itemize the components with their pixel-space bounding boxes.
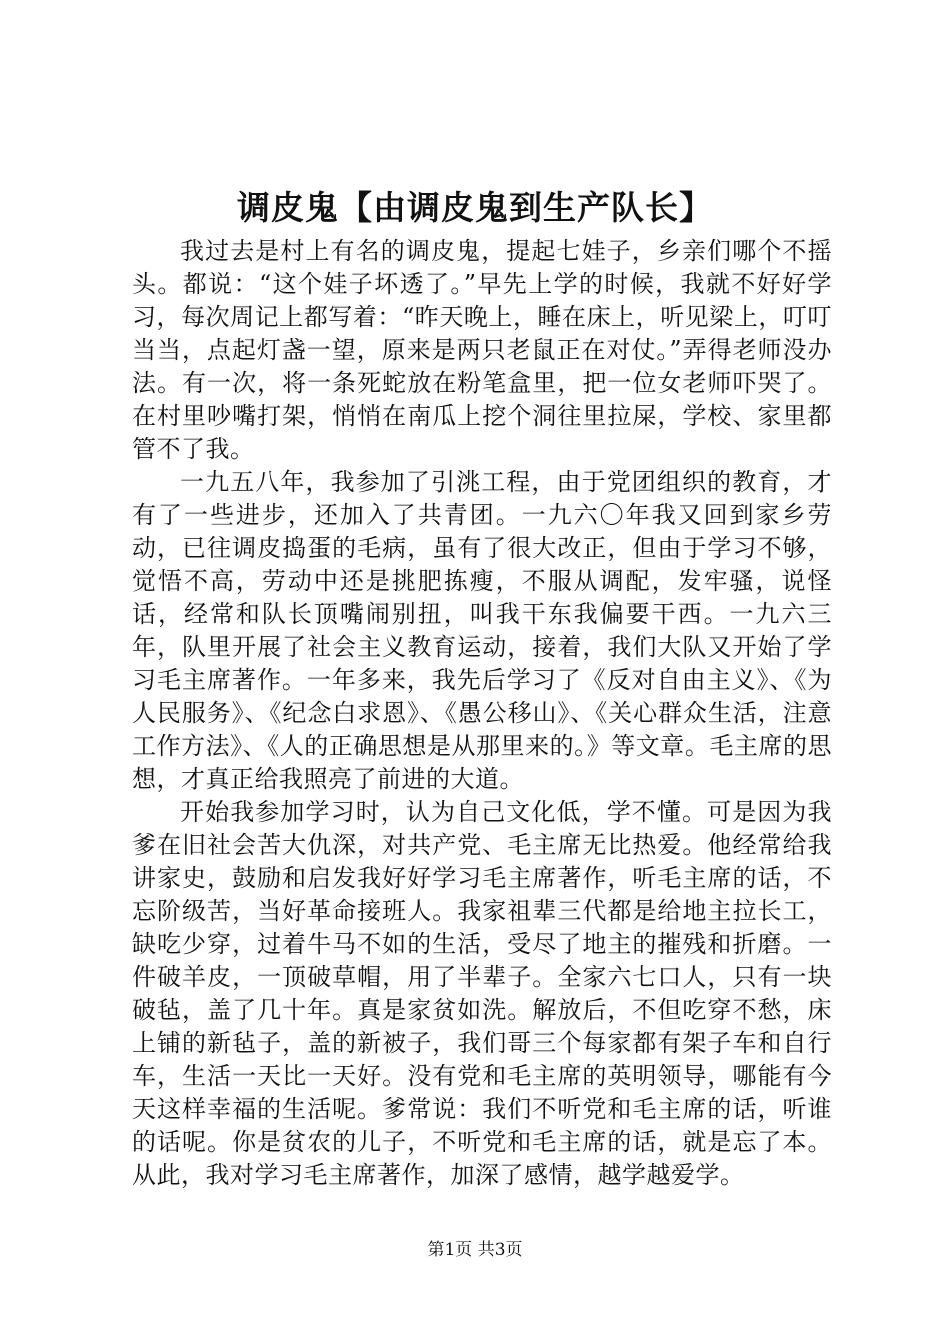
document-body bbox=[132, 235, 832, 1192]
paragraph-2: 一九五八年，我参加了引洮工程，由于党团组织的教育，才有了一些进步，还加入了共青团。一九六〇年我又回到家乡劳动，已往调皮捣蛋的毛病，虽有了很大改正，但由于学习不够，觉悟不高，劳动中还是挑肥拣瘦，不服从调配，发牢骚，说怪话，经常和队长顶嘴闹别扭，叫我干东我偏要干西。一九六三年，队里开展了社会主义教育运动，接着，我们大队又开始了学习毛主席著作。一年多来，我先后学习了《反对自由主义》、《为人民服务》、《纪念白求恩》、《愚公移山》、《关心群众生活，注意工作方法》、《人的正确思想是从那里来的。》等文章。毛主席的思想，才真正给我照亮了前进的大道。 bbox=[132, 468, 832, 793]
paragraph-1: 我过去是村上有名的调皮鬼，提起七娃子，乡亲们哪个不摇头。都说：“这个娃子坏透了。”早先上学的时候，我就不好好学习，每次周记上都写着：“昨天晚上，睡在床上，听见梁上，叮叮当当，点起灯盏一望，原来是两只老鼠正在对仗。”弄得老师没办法。有一次，将一条死蛇放在粉笔盒里，把一位女老师吓哭了。在村里吵嘴打架，悄悄在南瓜上挖个洞往里拉屎，学校、家里都管不了我。 bbox=[132, 237, 832, 463]
paragraph-3: 开始我参加学习时，认为自己文化低，学不懂。可是因为我爹在旧社会苦大仇深，对共产党、毛主席无比热爱。他经常给我讲家史，鼓励和启发我好好学习毛主席著作，听毛主席的话，不忘阶级苦，当好革命接班人。我家祖辈三代都是给地主拉长工，缺吃少穿，过着牛马不如的生活，受尽了地主的摧残和折磨。一件破羊皮，一顶破草帽，用了半辈子。全家六七口人，只有一块破毡，盖了几十年。真是家贫如洗。解放后，不但吃穿不愁，床上铺的新毡子，盖的新被子，我们哥三个每家都有架子车和自行车，生活一天比一天好。没有党和毛主席的英明领导，哪能有今天这样幸福的生活呢。爹常说：我们不听党和毛主席的话，听谁的话呢。你是贫农的儿子，不听党和毛主席的话，就是忘了本。从此，我对学习毛主席著作，加深了感情，越学越爱学。 bbox=[132, 798, 832, 1189]
page-number-footer: 第1页 共3页 bbox=[427, 1240, 523, 1260]
document-title: 调皮鬼【由调皮鬼到生产队长】 bbox=[237, 188, 713, 227]
